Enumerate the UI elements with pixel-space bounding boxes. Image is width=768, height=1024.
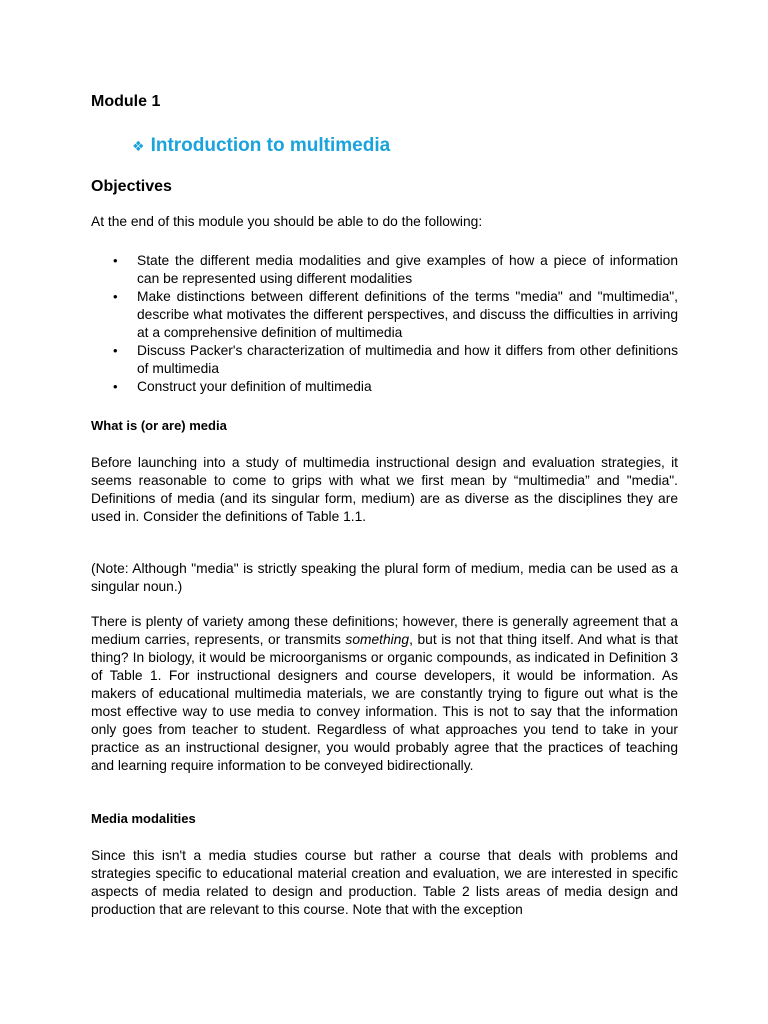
list-item: • Discuss Packer's characterization of multimedia and how it differs from other definitions of multimedia — [113, 343, 678, 376]
paragraph-media-definitions: Before launching into a study of multimedia instructional design and evaluation strategies, it seems reasonable to come to grips with what we first mean by “multimedia” and "media". Definitions of media (and its singular form, medium) are as diverse as the disciplines they are used in. Consider the definitions of Table 1.1. — [91, 455, 678, 524]
paragraph-variety: There is plenty of variety among these definitions; however, there is generally agreement that a medium carries, represents, or transmits something, but is not that thing itself. And what is that thing? In biology, it would be microorganisms or organic compounds, as indicated in Definition 3 of Table 1. For instructional designers and course developers, it would be information. As makers of educational multimedia materials, we are constantly trying to figure out what is the most effective way to use media to convey information. This is not to say that the information only goes from teacher to student. Regardless of what approaches you tend to take in your practice as an instructional designer, you would probably agree that the practices of teaching and learning require information to be conveyed bidirectionally. — [91, 614, 679, 773]
objectives-intro: At the end of this module you should be able to do the following: — [91, 214, 483, 229]
bullet-icon: • — [113, 253, 118, 268]
list-item: • Make distinctions between different definitions of the terms "media" and "multimedia", describe what motivates the different perspectives, and discuss the difficulties in arriving at a comprehensive definition of multimedia — [113, 289, 678, 340]
bullet-icon: • — [113, 289, 118, 304]
what-is-media-heading: What is (or are) media — [91, 418, 227, 433]
section-title-text: Introduction to multimedia — [150, 135, 391, 156]
media-modalities-heading: Media modalities — [91, 811, 196, 826]
paragraph-modalities: Since this isn't a media studies course but rather a course that deals with problems and strategies specific to educational material creation and evaluation, we are interested in specific aspects of media related to design and production. Table 2 lists areas of media design and production that are relevant to this course. Note that with the exception — [91, 848, 678, 917]
paragraph-note: (Note: Although "media" is strictly speaking the plural form of medium, media can be used as a singular noun.) — [91, 561, 678, 594]
emphasis-text: something — [345, 632, 410, 647]
list-item: • State the different media modalities and give examples of how a piece of information can be represented using different modalities — [113, 253, 678, 286]
bullet-icon: • — [113, 379, 118, 394]
list-item: • Construct your definition of multimedia — [113, 379, 372, 394]
objectives-heading: Objectives — [91, 178, 172, 195]
objectives-list — [113, 252, 678, 396]
diamond-icon: ❖ — [132, 138, 145, 154]
section-title — [132, 135, 390, 157]
bullet-icon: • — [113, 343, 118, 358]
module-title: Module 1 — [91, 93, 161, 110]
